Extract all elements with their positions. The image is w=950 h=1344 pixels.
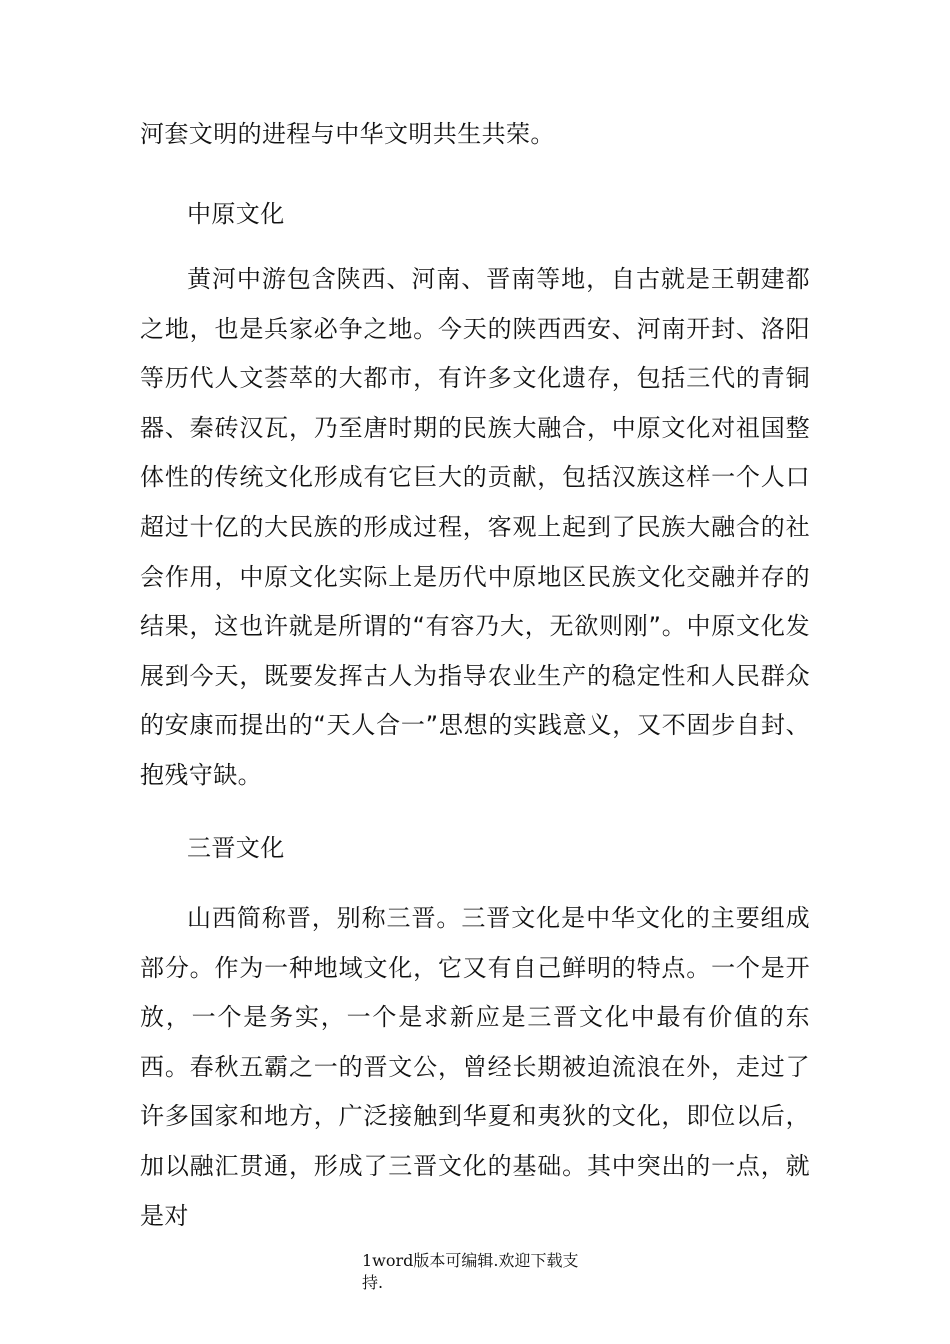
continuation-paragraph: 河套文明的进程与中华文明共生共荣。 [140, 120, 555, 148]
section-heading-zhongyuan: 中原文化 [187, 200, 285, 228]
paragraph-sanjin: 山西简称晋，别称三晋。三晋文化是中华文化的主要组成部分。作为一种地域文化，它又有自己鲜明的特点。一个是开放，一个是务实，一个是求新应是三晋文化中最有价值的东西。春秋五霸之一的晋文公，曾经长期被迫流浪在外，走过了许多国家和地方，广泛接触到华夏和夷狄的文化，即位以后，加以融汇贯通，形成了三晋文化的基础。其中突出的一点，就是对 [140, 904, 810, 1230]
page-footer: 1word版本可编辑.欢迎下载支持. [362, 1251, 579, 1292]
section-heading-sanjin: 三晋文化 [187, 834, 285, 862]
paragraph-zhongyuan: 黄河中游包含陕西、河南、晋南等地，自古就是王朝建都之地，也是兵家必争之地。今天的陕西西安、河南开封、洛阳等历代人文荟萃的大都市，有许多文化遗存，包括三代的青铜器、秦砖汉瓦，乃至唐时期的民族大融合，中原文化对祖国整体性的传统文化形成有它巨大的贡献，包括汉族这样一个人口超过十亿的大民族的形成过程，客观上起到了民族大融合的社会作用，中原文化实际上是历代中原地区民族文化交融并存的结果，这也许就是所谓的“有容乃大，无欲则刚”。中原文化发展到今天，既要发挥古人为指导农业生产的稳定性和人民群众的安康而提出的“天人合一”思想的实践意义，又不固步自封、抱残守缺。 [140, 265, 810, 789]
